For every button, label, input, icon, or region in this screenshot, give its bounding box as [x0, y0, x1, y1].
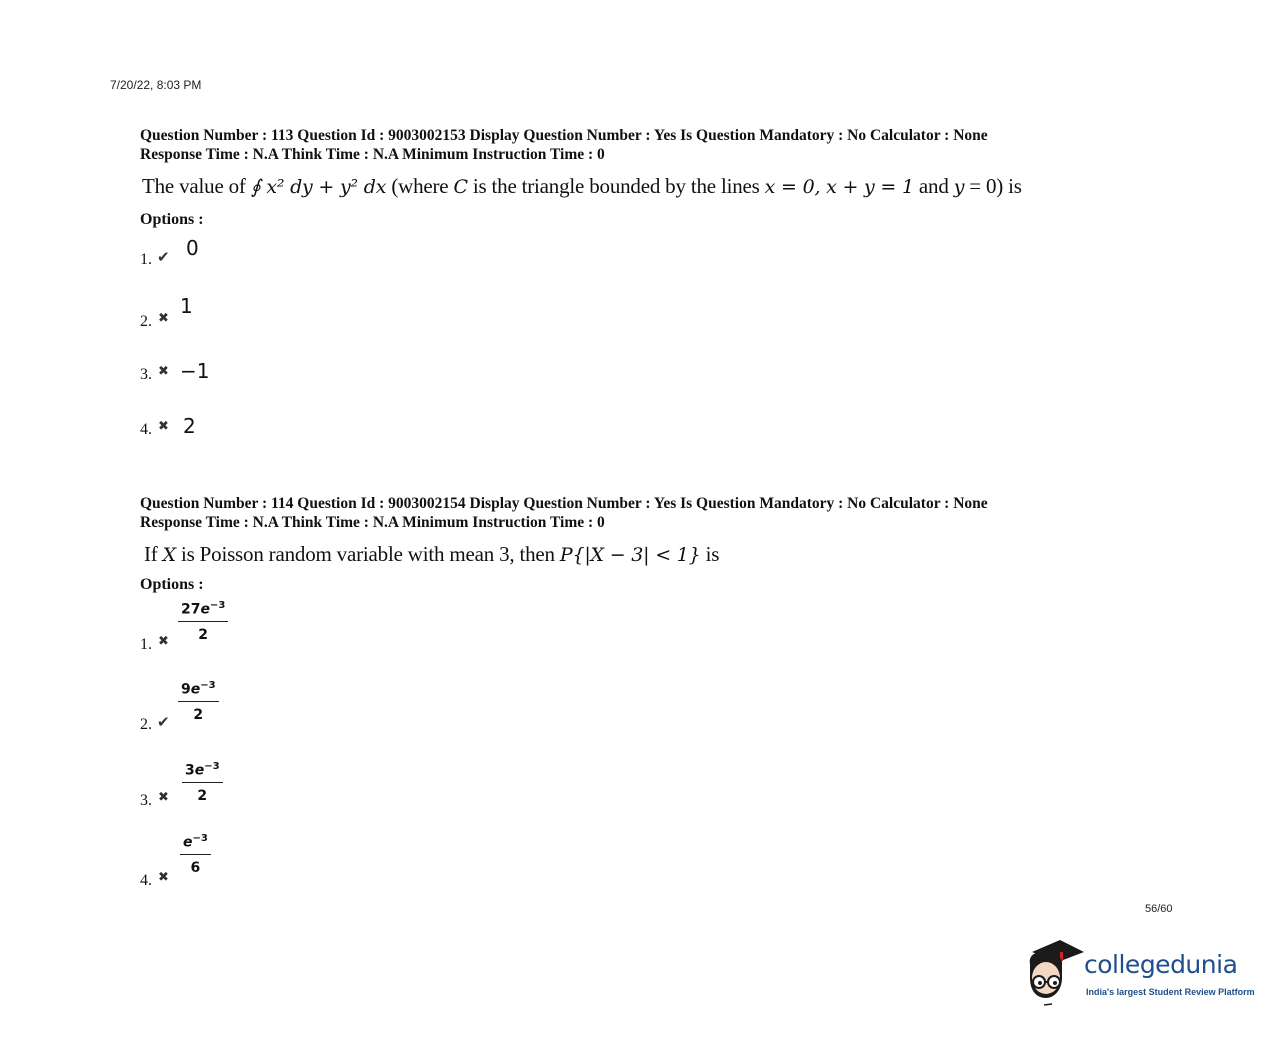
option-number: 4. — [140, 421, 152, 438]
question-text-part: The value of — [142, 174, 251, 198]
option-value: 2 — [183, 414, 196, 438]
fraction-numerator — [178, 600, 228, 622]
fraction-denominator: 6 — [190, 859, 201, 876]
option-number: 4. — [140, 872, 152, 889]
option-value: 0 — [186, 236, 199, 260]
question-text-part: is the triangle bounded by the lines — [467, 174, 765, 198]
fraction-base: e — [194, 762, 205, 779]
option-number: 2. — [140, 716, 152, 733]
fraction-denominator: 2 — [198, 626, 209, 643]
fraction-coefficient: 3 — [185, 762, 195, 779]
option-number: 2. — [140, 313, 152, 330]
print-timestamp: 7/20/22, 8:03 PM — [110, 78, 202, 92]
fraction-numerator — [180, 833, 211, 855]
option-number: 1. — [140, 251, 152, 268]
question-113-meta-line-2: Response Time : N.A Think Time : N.A Minimum Instruction Time : 0 — [140, 146, 605, 163]
correct-check-icon: ✔ — [157, 248, 170, 266]
fraction-numerator — [178, 680, 219, 702]
question-114-meta-line-2: Response Time : N.A Think Time : N.A Minimum Instruction Time : 0 — [140, 514, 605, 531]
fraction-exponent: −3 — [209, 600, 226, 611]
question-math-probability: P{|X − 3| < 1} — [559, 544, 701, 566]
fraction-coefficient: 9 — [181, 681, 191, 698]
incorrect-cross-icon: ✖ — [158, 790, 169, 805]
fraction-base: e — [190, 681, 201, 698]
option-number: 1. — [140, 636, 152, 653]
question-math-lines: x = 0, x + y = 1 — [764, 176, 914, 198]
option-fraction — [180, 833, 211, 876]
page-number: 56/60 — [1145, 903, 1173, 915]
incorrect-cross-icon: ✖ — [158, 311, 169, 326]
question-math-y: y — [953, 176, 965, 198]
incorrect-cross-icon: ✖ — [158, 634, 169, 649]
question-text-part: is — [700, 542, 720, 566]
option-fraction — [182, 761, 223, 804]
graduate-mascot-icon — [1024, 938, 1086, 1008]
incorrect-cross-icon: ✖ — [158, 419, 169, 434]
fraction-exponent: −3 — [204, 761, 220, 772]
question-113-text — [142, 174, 1022, 199]
option-value: 1 — [180, 294, 193, 318]
option-fraction — [178, 600, 228, 643]
question-113-meta-line-1: Question Number : 113 Question Id : 9003002153 Display Question Number : Yes Is Question Mandatory : No Calculator : None — [140, 127, 988, 144]
fraction-denominator: 2 — [197, 787, 208, 804]
question-math-x: X — [162, 544, 176, 566]
question-text-part: (where — [386, 174, 454, 198]
question-math-c: C — [453, 176, 468, 198]
question-text-part: and — [913, 174, 954, 198]
logo-wordmark: collegedunia — [1084, 950, 1238, 979]
question-113-options-label: Options : — [140, 211, 204, 228]
fraction-exponent: −3 — [192, 833, 208, 844]
fraction-base: e — [183, 834, 193, 851]
option-number: 3. — [140, 366, 152, 383]
fraction-numerator — [182, 761, 223, 783]
incorrect-cross-icon: ✖ — [158, 364, 169, 379]
question-114-text — [144, 542, 719, 567]
option-value: −1 — [180, 359, 210, 383]
fraction-base: e — [200, 601, 210, 618]
question-text-part: = 0) is — [964, 174, 1022, 198]
question-text-part: If — [144, 542, 163, 566]
incorrect-cross-icon: ✖ — [158, 870, 169, 885]
fraction-exponent: −3 — [200, 680, 216, 691]
fraction-coefficient: 27 — [181, 601, 201, 618]
collegedunia-logo — [1024, 938, 1264, 1008]
question-math-integral: ∮ x² dy + y² dx — [250, 176, 387, 198]
fraction-denominator: 2 — [193, 706, 204, 723]
question-114-options-label: Options : — [140, 576, 204, 593]
question-text-part: is Poisson random variable with mean 3, then — [175, 542, 560, 566]
option-fraction — [178, 680, 219, 723]
logo-tagline: India's largest Student Review Platform — [1086, 987, 1255, 997]
question-114-meta-line-1: Question Number : 114 Question Id : 9003002154 Display Question Number : Yes Is Question Mandatory : No Calculator : None — [140, 495, 988, 512]
correct-check-icon: ✔ — [157, 713, 170, 731]
option-number: 3. — [140, 792, 152, 809]
